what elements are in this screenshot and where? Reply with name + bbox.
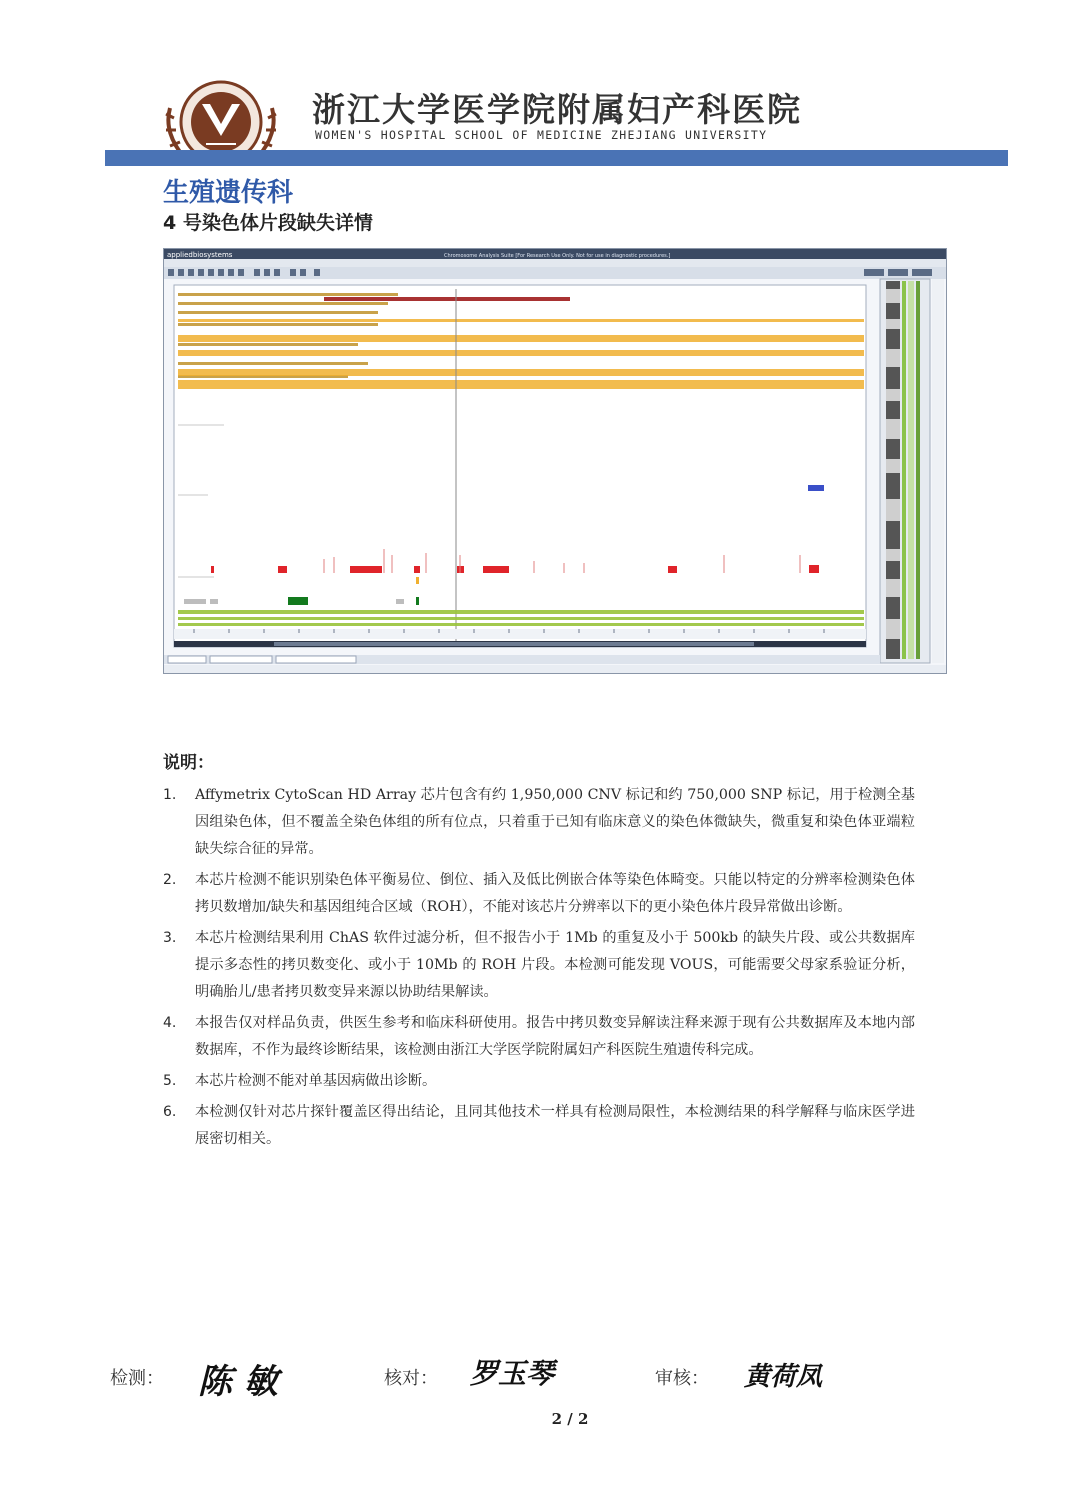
check-label: 核对： — [384, 1368, 438, 1389]
window-title: Chromosome Analysis Suite [For Research Use Only. Not for use in diagnostic procedures.] — [444, 253, 671, 259]
list-item — [163, 782, 915, 863]
notes-list — [163, 782, 915, 1157]
note-number: 3. — [163, 930, 177, 946]
note-text: 本检测仅针对芯片探针覆盖区得出结论，且同其他技术一样具有检测局限性，本检测结果的科学解释与临床医学进展密切相关。 — [195, 1104, 915, 1147]
note-text: 本芯片检测结果利用 ChAS 软件过滤分析，但不报告小于 1Mb 的重复及小于 500kb 的缺失片段、或公共数据库提示多态性的拷贝数变化、或小于 10Mb 的 ROH 片段。本检测可能发现 VOUS，可能需要父母家系验证分析，明确胎儿/患者拷贝数变异来源以协助结果解读。 — [195, 930, 915, 1000]
report-subtitle: 4 号染色体片段缺失详情 — [163, 212, 373, 234]
test-signature: 陈 敏 — [198, 1362, 278, 1402]
report-header — [0, 0, 1080, 170]
review-signature: 黄荷凤 — [744, 1362, 823, 1392]
app-brand: appliedbiosystems — [167, 251, 233, 259]
chas-screenshot — [163, 248, 947, 674]
hospital-name-en: WOMEN'S HOSPITAL SCHOOL OF MEDICINE ZHEJIANG UNIVERSITY — [315, 128, 768, 142]
test-label: 检测： — [110, 1368, 164, 1389]
chas-screenshot-graphic — [164, 249, 946, 673]
note-number: 1. — [163, 787, 177, 803]
hospital-name-cn: 浙江大学医学院附属妇产科医院 — [312, 90, 802, 129]
list-item — [163, 925, 915, 1006]
department-title: 生殖遗传科 — [163, 178, 294, 208]
note-text: Affymetrix CytoScan HD Array 芯片包含有约 1,950,000 CNV 标记和约 750,000 SNP 标记，用于检测全基因组染色体，但不覆盖全染色体组的所有位点，只着重于已知有临床意义的染色体微缺失，微重复和染色体亚端粒缺失综合征的异常。 — [195, 787, 915, 857]
note-text: 本芯片检测不能对单基因病做出诊断。 — [195, 1073, 437, 1089]
note-number: 5. — [163, 1073, 177, 1089]
notes-heading: 说明： — [163, 753, 214, 773]
check-signature: 罗玉琴 — [470, 1357, 555, 1390]
list-item — [163, 1099, 915, 1153]
list-item — [163, 1010, 915, 1064]
note-text: 本报告仅对样品负责，供医生参考和临床科研使用。报告中拷贝数变异解读注释来源于现有公共数据库及本地内部数据库，不作为最终诊断结果，该检测由浙江大学医学院附属妇产科医院生殖遗传科完成。 — [195, 1015, 915, 1058]
page-number: 2 / 2 — [551, 1410, 589, 1428]
header-divider-bar — [105, 150, 1008, 166]
list-item — [163, 1068, 915, 1095]
note-number: 4. — [163, 1015, 177, 1031]
list-item — [163, 867, 915, 921]
note-number: 2. — [163, 872, 177, 888]
note-number: 6. — [163, 1104, 177, 1120]
review-label: 审核： — [655, 1368, 709, 1389]
note-text: 本芯片检测不能识别染色体平衡易位、倒位、插入及低比例嵌合体等染色体畸变。只能以特定的分辨率检测染色体拷贝数增加/缺失和基因组纯合区域（ROH），不能对该芯片分辨率以下的更小染色体片段异常做出诊断。 — [195, 872, 915, 915]
